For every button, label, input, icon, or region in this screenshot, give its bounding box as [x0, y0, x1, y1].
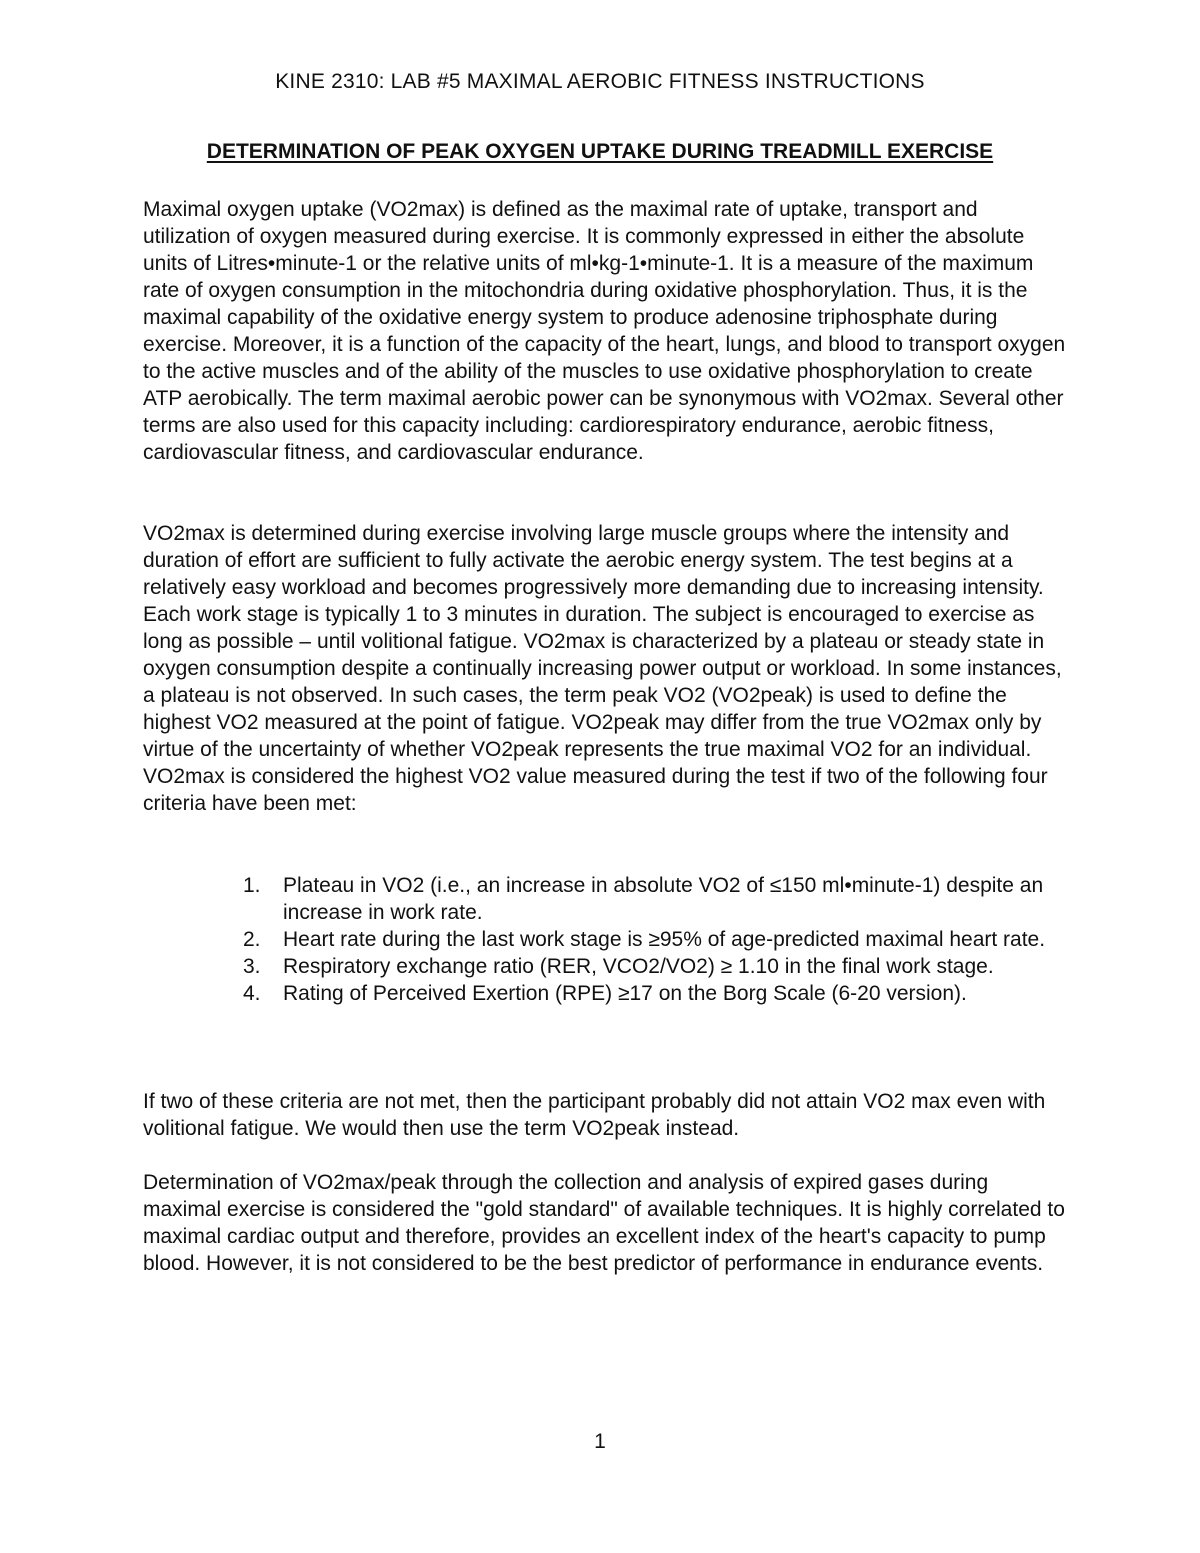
list-item-number: 2.	[243, 928, 261, 951]
list-item	[243, 980, 1068, 1007]
list-item-number: 3.	[243, 955, 261, 978]
list-item-text: Respiratory exchange ratio (RER, VCO2/VO2) ≥ 1.10 in the final work stage.	[283, 955, 994, 978]
paragraph-criteria-not-met	[143, 1088, 1068, 1142]
page-number: 1	[594, 1430, 606, 1453]
list-item	[243, 872, 1068, 926]
list-item-number: 4.	[243, 982, 261, 1005]
paragraph-text: VO2max is determined during exercise involving large muscle groups where the intensity and duration of effort are sufficient to fully activate the aerobic energy system. The test begins at a relatively easy workload and becomes progressively more demanding due to increasing intensity. Each work stage is typically 1 to 3 minutes in duration. The subject is encouraged to exercise as long as possible – until volitional fatigue. VO2max is characterized by a plateau or steady state in oxygen consumption despite a continually increasing power output or workload. In some instances, a plateau is not observed. In such cases, the term peak VO2 (VO2peak) is used to define the highest VO2 measured at the point of fatigue. VO2peak may differ from the true VO2max only by virtue of the uncertainty of whether VO2peak represents the true maximal VO2 for an individual. VO2max is considered the highest VO2 value measured during the test if two of the following four criteria have been met:	[143, 522, 1062, 815]
paragraph-vo2max-determination	[143, 520, 1068, 817]
document-title: DETERMINATION OF PEAK OXYGEN UPTAKE DURING TREADMILL EXERCISE	[206, 140, 994, 163]
paragraph-vo2max-definition	[143, 196, 1068, 466]
paragraph-gold-standard	[143, 1169, 1068, 1277]
list-item-text: Rating of Perceived Exertion (RPE) ≥17 on the Borg Scale (6-20 version).	[283, 982, 967, 1005]
course-header: KINE 2310: LAB #5 MAXIMAL AEROBIC FITNESS INSTRUCTIONS	[275, 70, 925, 93]
list-item-text: Heart rate during the last work stage is ≥95% of age-predicted maximal heart rate.	[283, 928, 1046, 951]
criteria-list	[243, 872, 1068, 1007]
paragraph-text: Maximal oxygen uptake (VO2max) is defined as the maximal rate of uptake, transport and utilization of oxygen measured during exercise. It is commonly expressed in either the absolute units of Litres•minute-1 or the relative units of ml•kg-1•minute-1. It is a measure of the maximum rate of oxygen consumption in the mitochondria during oxidative phosphorylation. Thus, it is the maximal capability of the oxidative energy system to produce adenosine triphosphate during exercise. Moreover, it is a function of the capacity of the heart, lungs, and blood to transport oxygen to the active muscles and of the ability of the muscles to use oxidative phosphorylation to create ATP aerobically. The term maximal aerobic power can be synonymous with VO2max. Several other terms are also used for this capacity including: cardiorespiratory endurance, aerobic fitness, cardiovascular fitness, and cardiovascular endurance.	[143, 198, 1066, 464]
paragraph-text: If two of these criteria are not met, then the participant probably did not attain VO2 max even with volitional fatigue. We would then use the term VO2peak instead.	[143, 1090, 1046, 1140]
list-item	[243, 953, 1068, 980]
list-item-number: 1.	[243, 874, 261, 897]
list-item	[243, 926, 1068, 953]
list-item-text: Plateau in VO2 (i.e., an increase in absolute VO2 of ≤150 ml•minute-1) despite an increase in work rate.	[283, 874, 1044, 924]
paragraph-text: Determination of VO2max/peak through the collection and analysis of expired gases during maximal exercise is considered the "gold standard" of available techniques. It is highly correlated to maximal cardiac output and therefore, provides an excellent index of the heart's capacity to pump blood. However, it is not considered to be the best predictor of performance in endurance events.	[143, 1171, 1065, 1275]
